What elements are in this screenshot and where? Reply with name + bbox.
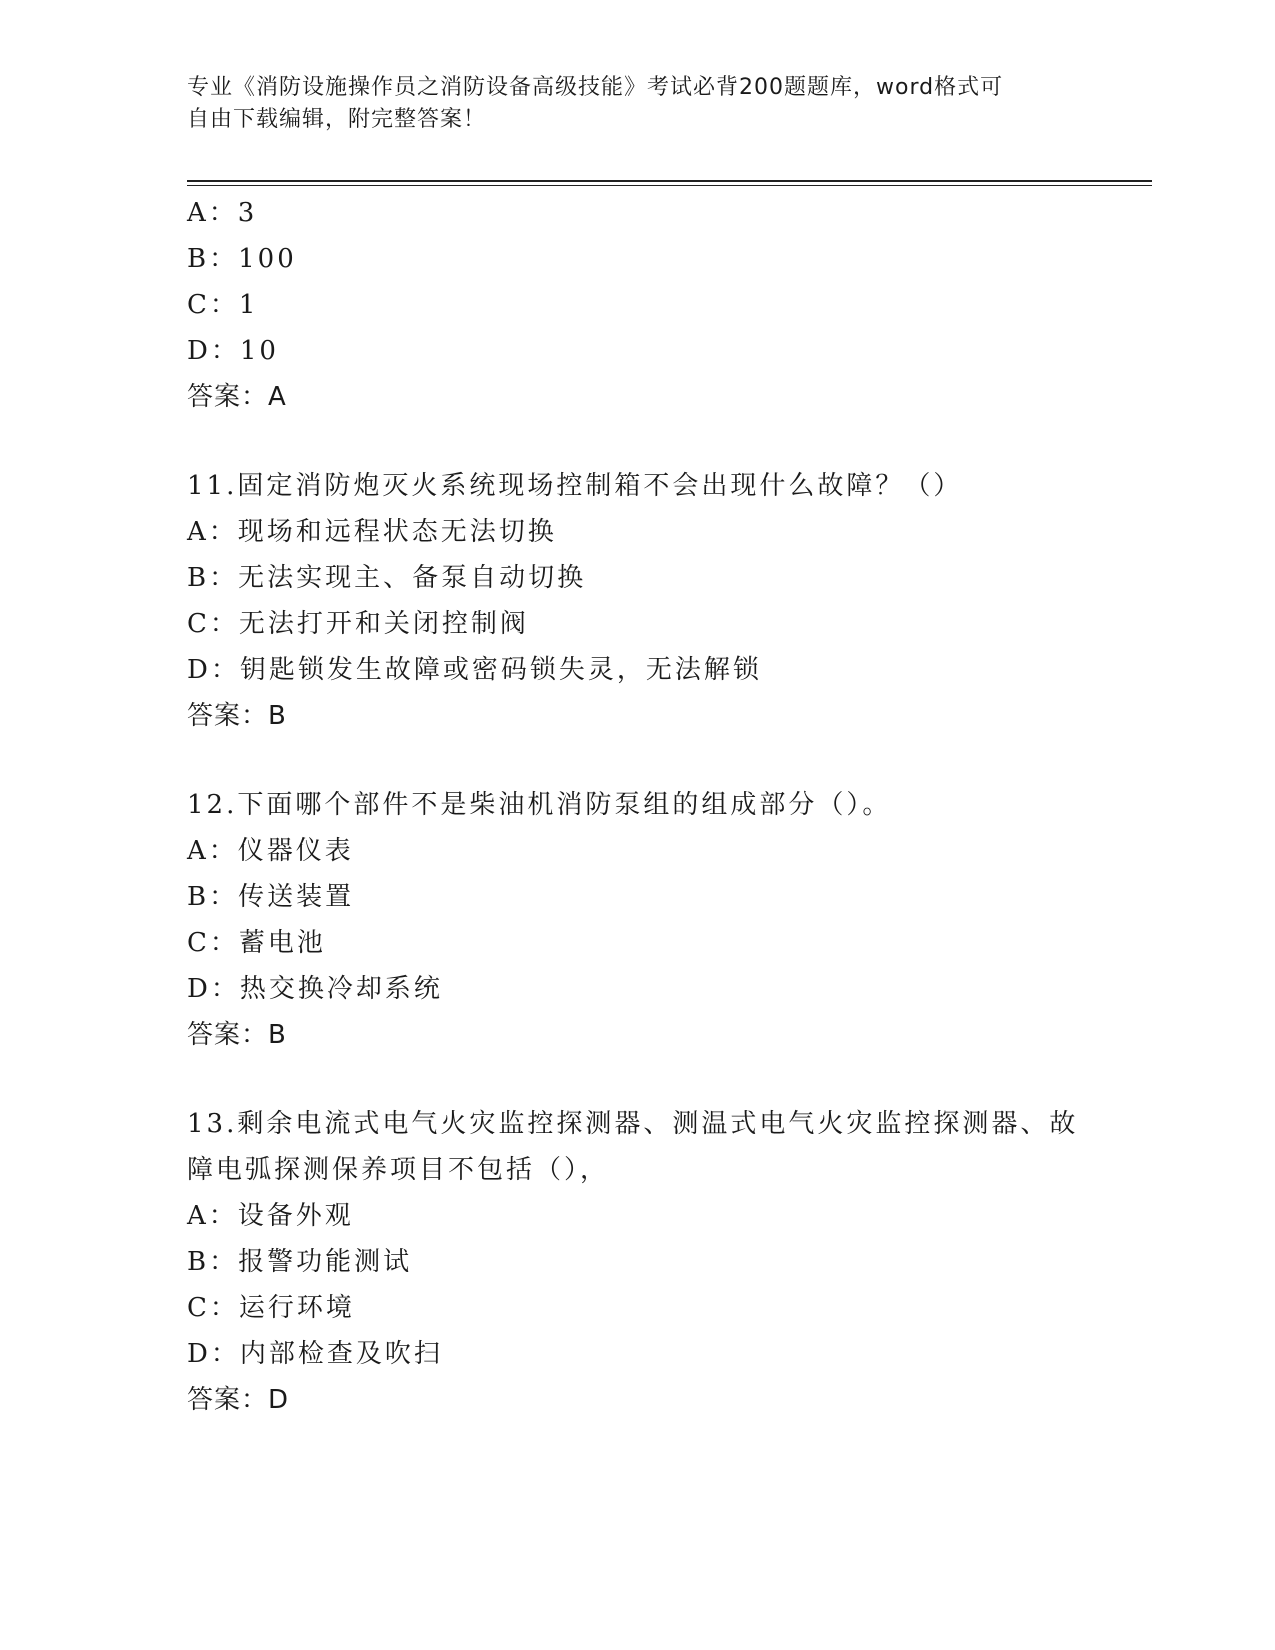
question-text-line-1: 13.剩余电流式电气火灾监控探测器、测温式电气火灾监控探测器、故 xyxy=(187,1109,1079,1139)
header-line-1: 专业《消防设施操作员之消防设备高级技能》考试必背200题题库，word格式可 xyxy=(187,75,1004,100)
question-text-line-2: 障电弧探测保养项目不包括（）， xyxy=(187,1155,610,1185)
option-b: B：传送装置 xyxy=(187,882,355,912)
option-b: B：报警功能测试 xyxy=(187,1247,413,1277)
question-list xyxy=(187,190,1152,1423)
option-a: A：仪器仪表 xyxy=(187,836,354,866)
answer: 答案：A xyxy=(187,382,287,412)
question-12 xyxy=(187,782,1152,1058)
question-text: 11.固定消防炮灭火系统现场控制箱不会出现什么故障？（） xyxy=(187,471,963,501)
option-d: D：10 xyxy=(187,336,279,366)
answer: 答案：B xyxy=(187,701,287,731)
answer: 答案：B xyxy=(187,1020,287,1050)
option-b: B：100 xyxy=(187,244,297,274)
question-13 xyxy=(187,1101,1152,1423)
question-11 xyxy=(187,463,1152,739)
option-c: C：无法打开和关闭控制阀 xyxy=(187,609,529,639)
header-divider-thick xyxy=(187,180,1152,182)
option-d: D：内部检查及吹扫 xyxy=(187,1339,443,1369)
option-d: D：钥匙锁发生故障或密码锁失灵，无法解锁 xyxy=(187,655,762,685)
option-c: C：蓄电池 xyxy=(187,928,326,958)
header-line-2: 自由下载编辑，附完整答案！ xyxy=(187,107,487,132)
option-a: A：3 xyxy=(187,198,258,228)
question-text: 12.下面哪个部件不是柴油机消防泵组的组成部分（）。 xyxy=(187,790,892,820)
option-d: D：热交换冷却系统 xyxy=(187,974,443,1004)
question-fragment xyxy=(187,190,1152,420)
option-a: A：现场和远程状态无法切换 xyxy=(187,517,557,547)
answer: 答案：D xyxy=(187,1385,290,1415)
option-c: C：1 xyxy=(187,290,259,320)
option-b: B：无法实现主、备泵自动切换 xyxy=(187,563,587,593)
header-divider-thin xyxy=(187,185,1152,186)
option-a: A：设备外观 xyxy=(187,1201,354,1231)
document-header xyxy=(187,72,1067,136)
option-c: C：运行环境 xyxy=(187,1293,355,1323)
